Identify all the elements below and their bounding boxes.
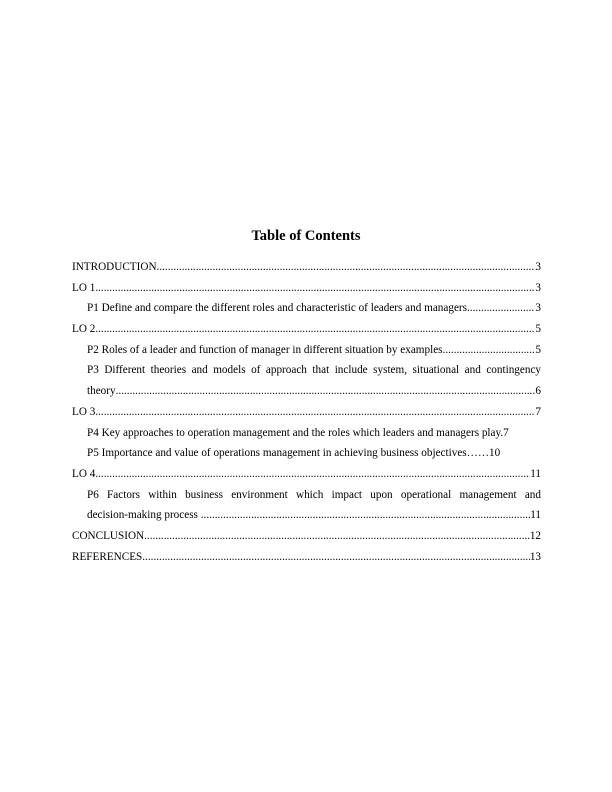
toc-entry-label: LO 3 bbox=[72, 405, 96, 418]
toc-leader-dots bbox=[443, 340, 536, 361]
toc-entry-page: 3 bbox=[535, 281, 541, 294]
toc-entry-label: P1 Define and compare the different roles and characteristic of leaders and managers bbox=[87, 302, 467, 315]
toc-leader-dots bbox=[142, 547, 530, 568]
toc-entry-lo1[interactable] bbox=[72, 278, 541, 299]
toc-entry-label: LO 2 bbox=[72, 323, 96, 336]
toc-title: Table of Contents bbox=[251, 228, 361, 244]
toc-entry-label: CONCLUSION bbox=[72, 529, 145, 542]
toc-entry-label: REFERENCES bbox=[72, 550, 143, 563]
toc-entry-label-line2: decision-making process bbox=[87, 509, 201, 522]
toc-entry-p1[interactable] bbox=[72, 298, 541, 319]
toc-entry-line2 bbox=[87, 505, 541, 526]
toc-entry-page: 7 bbox=[503, 426, 509, 439]
toc-entry-conclusion[interactable] bbox=[72, 526, 541, 547]
toc-entry-page: 6 bbox=[535, 385, 541, 398]
toc-entry-page: 5 bbox=[535, 343, 541, 356]
toc-entry-label-line1: P6 Factors within business environment which impact upon operational management and bbox=[87, 488, 541, 501]
toc-leader-dots bbox=[95, 278, 535, 299]
toc-entry-label: P4 Key approaches to operation management and the roles which leaders and managers play. bbox=[87, 426, 504, 439]
toc-leader-dots bbox=[157, 257, 536, 278]
toc-entry-label: P5 Importance and value of operations management in achieving business objectives…… bbox=[87, 447, 490, 460]
toc-entry-page: 13 bbox=[529, 550, 541, 563]
toc-entry-page: 3 bbox=[535, 261, 541, 273]
toc-entry-label: P2 Roles of a leader and function of manager in different situation by examples bbox=[87, 343, 443, 356]
toc-entry-lo2[interactable] bbox=[72, 319, 541, 340]
toc-leader-dots bbox=[144, 526, 530, 547]
toc-entry-references[interactable] bbox=[72, 547, 541, 568]
toc-entry-page: 7 bbox=[535, 405, 541, 418]
toc-entry-page: 10 bbox=[489, 447, 501, 460]
toc-entry-page: 11 bbox=[530, 467, 541, 480]
toc-entry-p4[interactable] bbox=[72, 423, 541, 444]
toc-entry-label-line2: theory bbox=[87, 385, 116, 398]
toc-leader-dots bbox=[201, 505, 531, 526]
toc-entry-line2 bbox=[87, 381, 541, 402]
table-of-contents bbox=[72, 257, 541, 567]
toc-entry-introduction[interactable] bbox=[72, 257, 541, 278]
toc-entry-lo4[interactable] bbox=[72, 464, 541, 485]
toc-entry-p2[interactable] bbox=[72, 340, 541, 361]
toc-entry-label: INTRODUCTION bbox=[72, 261, 157, 273]
toc-entry-page: 5 bbox=[535, 323, 541, 336]
toc-entry-page: 3 bbox=[535, 302, 541, 315]
toc-entry-page: 12 bbox=[529, 529, 541, 542]
toc-entry-p3[interactable] bbox=[72, 360, 541, 401]
toc-entry-label: LO 1 bbox=[72, 281, 96, 294]
toc-entry-p5[interactable] bbox=[72, 443, 541, 464]
toc-entry-page: 11 bbox=[530, 509, 541, 522]
toc-leader-dots bbox=[95, 402, 535, 423]
toc-leader-dots bbox=[95, 319, 535, 340]
toc-leader-dots bbox=[116, 381, 536, 402]
toc-entry-label-line1: P3 Different theories and models of approach that include system, situational and contingency bbox=[87, 364, 541, 377]
toc-entry-label: LO 4 bbox=[72, 467, 96, 480]
toc-leader-dots bbox=[467, 298, 535, 319]
toc-leader-dots bbox=[95, 464, 530, 485]
toc-entry-p6[interactable] bbox=[72, 485, 541, 526]
toc-entry-lo3[interactable] bbox=[72, 402, 541, 423]
